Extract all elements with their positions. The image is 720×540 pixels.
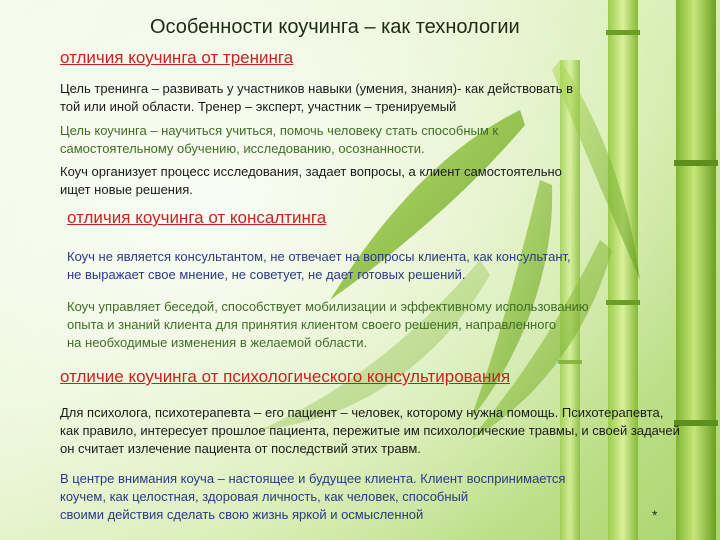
section-heading-consulting: отличия коучинга от консалтинга <box>67 208 327 227</box>
footer-mark: * <box>652 507 658 523</box>
section-heading-training: отличия коучинга от тренинга <box>60 48 294 67</box>
paragraph-coach-manages: Коуч управляет беседой, способствует мобилизации и эффективному использованию опыта и знаний клиента для принятия клиентом своего решения, направленного на необходимые изменения в желаемой области. <box>67 299 589 350</box>
section-heading-psychology: отличие коучинга от психологического консультирования <box>60 367 511 386</box>
paragraph-psychologist: Для психолога, психотерапевта – его пациент – человек, которому нужна помощь. Психотерапевта, как правило, интересует прошлое пациента, пережитые им психологические травмы, и своей задачей он считает излечение пациента от последствий этих травм. <box>60 405 680 456</box>
paragraph-coach-not-consultant: Коуч не является консультантом, не отвечает на вопросы клиента, как консультант, не выражает свое мнение, не советует, не дает готовых решений. <box>67 249 571 282</box>
slide-title: Особенности коучинга – как технологии <box>150 16 520 38</box>
paragraph-training-goal: Цель тренинга – развивать у участников навыки (умения, знания)- как действовать в той или иной области. Тренер – эксперт, участник – тренируемый <box>60 81 574 114</box>
paragraph-coach-process: Коуч организует процесс исследования, задает вопросы, а клиент самостоятельно ищет новые решения. <box>60 164 562 197</box>
paragraph-coaching-goal: Цель коучинга – научиться учиться, помочь человеку стать способным к самостоятельному обучению, исследованию, осознанности. <box>60 123 499 156</box>
paragraph-coach-focus: В центре внимания коуча – настоящее и будущее клиента. Клиент воспринимается коучем, как целостная, здоровая личность, как человек, способный своими действия сделать свою жизнь яркой и осмысленной <box>60 471 566 522</box>
